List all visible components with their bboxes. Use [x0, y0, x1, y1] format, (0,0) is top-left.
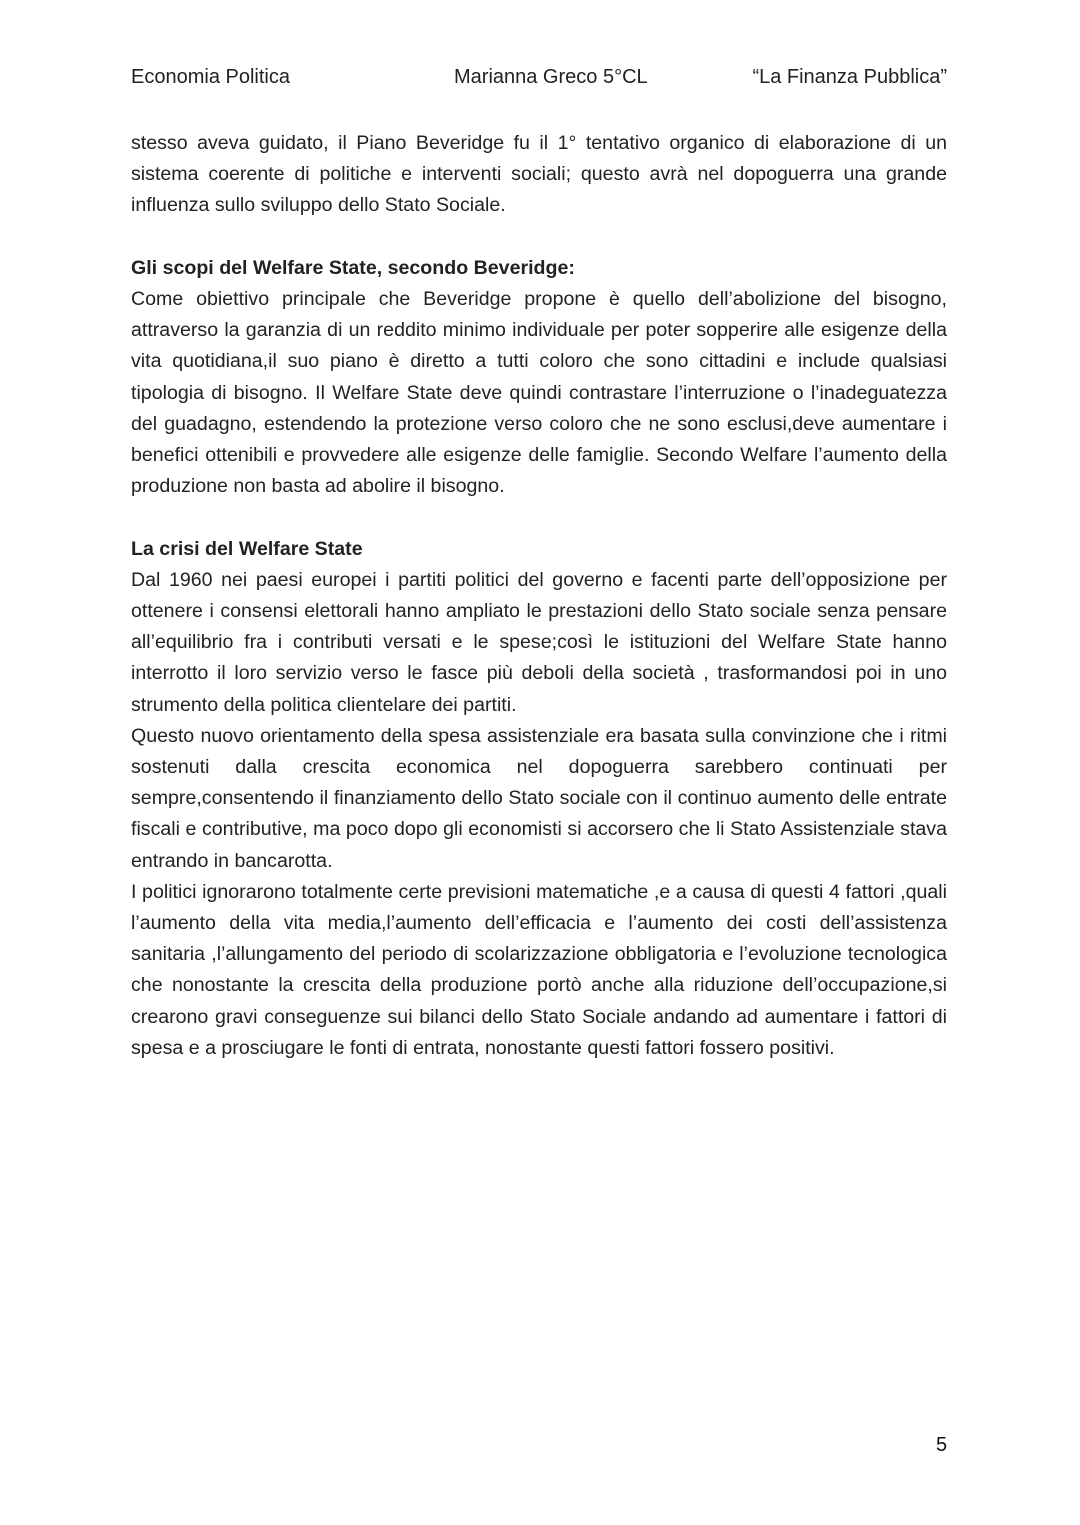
- section-paragraph-crisi-3: I politici ignorarono totalmente certe previsioni matematiche ,e a causa di questi 4 fattori ,quali l’aumento della vita media,l’aumento dell’efficacia e l’aumento dei costi dell’assistenza sanitaria ,l’allungamento del periodo di scolarizzazione obbligatoria e l’evoluzione tecnologica che nonostante la crescita della produzione portò anche alla riduzione dell’occupazione,si crearono gravi conseguenze sui bilanci dello Stato Sociale andando ad aumentare i fattori di spesa e a prosciugare le fonti di entrata, nonostante questi fattori fossero positivi.: [131, 880, 947, 1059]
- section-paragraph-scopi: Come obiettivo principale che Beveridge propone è quello dell’abolizione del bisogno, attraverso la garanzia di un reddito minimo individuale per poter sopperire alle esigenze della vita quotidiana,il suo piano è diretto a tutti coloro che sono cittadini e include qualsiasi tipologia di bisogno. Il Welfare State deve quindi contrastare l’interruzione o l’inadeguatezza del guadagno, estendendo la protezione verso coloro che ne sono esclusi,deve aumentare i benefici ottenibili e provvedere alle esigenze delle famiglie. Secondo Welfare l’aumento della produzione non basta ad abolire il bisogno.: [131, 288, 947, 498]
- header-subject: Economia Politica: [131, 66, 290, 88]
- page-body: [131, 128, 947, 1064]
- spacer: [131, 502, 947, 533]
- intro-paragraph: stesso aveva guidato, il Piano Beveridge fu il 1° tentativo organico di elaborazione di un sistema coerente di politiche e interventi sociali; questo avrà nel dopoguerra una grande influenza sullo sviluppo dello Stato Sociale.: [131, 132, 947, 217]
- section-paragraph-crisi-1: Dal 1960 nei paesi europei i partiti politici del governo e facenti parte dell’opposizione per ottenere i consensi elettorali hanno ampliato le prestazioni dello Stato sociale senza pensare all’equilibrio fra i contributi versati e le spese;così le istituzioni del Welfare State hanno interrotto il loro servizio verso le fasce più deboli della società , trasformandosi poi in uno strumento della politica clientelare dei partiti.: [131, 568, 947, 716]
- header-title: “La Finanza Pubblica”: [752, 66, 947, 88]
- section-heading-crisi: La crisi del Welfare State: [131, 537, 363, 560]
- section-heading-scopi: Gli scopi del Welfare State, secondo Beveridge:: [131, 256, 575, 279]
- section-paragraph-crisi-2: Questo nuovo orientamento della spesa assistenziale era basata sulla convinzione che i ritmi sostenuti dalla crescita economica nel dopoguerra sarebbero continuati per sempre,consentendo il finanziamento dello Stato sociale con il continuo aumento delle entrate fiscali e contributive, ma poco dopo gli economisti si accorsero che li Stato Assistenziale stava entrando in bancarotta.: [131, 724, 947, 872]
- page-number: 5: [936, 1434, 948, 1456]
- spacer: [131, 222, 947, 253]
- header-author: Marianna Greco 5°CL: [454, 66, 648, 88]
- page-header: [131, 66, 947, 94]
